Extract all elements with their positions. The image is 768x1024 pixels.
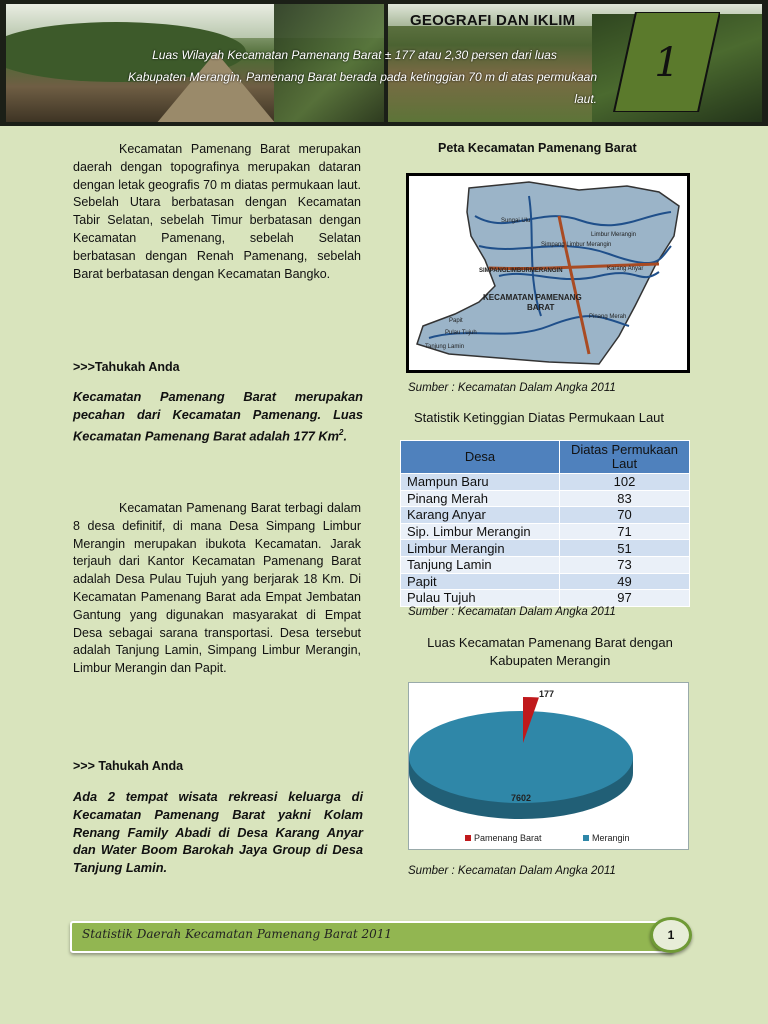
- pie-chart: [408, 682, 689, 850]
- table-row: [401, 590, 690, 607]
- table-cell-desa: Papit: [401, 573, 560, 590]
- section-title: GEOGRAFI DAN IKLIM: [410, 12, 576, 29]
- fact-1-end: .: [343, 427, 348, 443]
- table-cell-value: 51: [560, 540, 690, 557]
- did-you-know-fact-1: [73, 388, 363, 445]
- table-row: [401, 523, 690, 540]
- fact-1-text: Kecamatan Pamenang Barat merupakan pecahan dari Kecamatan Pamenang. Luas Kecamatan Pamenang Barat adalah 177 Km: [73, 389, 363, 443]
- chapter-number: 1: [654, 40, 680, 86]
- table-cell-value: 83: [560, 490, 690, 507]
- map-label-1: Simpang Limbur Merangin: [541, 242, 612, 248]
- table-cell-desa: Pulau Tujuh: [401, 590, 560, 607]
- table-row: [401, 556, 690, 573]
- legend-label-0: Pamenang Barat: [474, 833, 542, 843]
- table-cell-value: 97: [560, 590, 690, 607]
- geography-paragraph: Kecamatan Pamenang Barat merupakan daerah dengan topografinya merupakan dataran dengan letak geografis 70 m diatas permukaan laut. Sebelah Utara berbatasan dengan Kecamatan Tabir Selatan, sebelah Timur berbatasan dengan Kecamatan Pamenang, sebelah Selatan berbatasan dengan Renah Pamenang, sebelah Barat berbatasan dengan Kecamatan Bangko.: [73, 142, 361, 281]
- legend-swatch-0: [465, 835, 471, 841]
- intro-line-1: Luas Wilayah Kecamatan Pamenang Barat ± 177 atau 2,30 persen dari luas: [152, 48, 557, 62]
- map-label-6: BARAT: [527, 303, 555, 312]
- table-cell-value: 70: [560, 507, 690, 524]
- chart-source: Sumber : Kecamatan Dalam Angka 2011: [408, 865, 616, 877]
- table-cell-desa: Limbur Merangin: [401, 540, 560, 557]
- did-you-know-fact-2: Ada 2 tempat wisata rekreasi keluarga di Kecamatan Pamenang Barat yakni Kolam Renang Family Abadi di Desa Karang Anyar dan Water Boom Barokah Jaya Group di Desa Tanjung Lamin.: [73, 789, 363, 876]
- map-label-8: Tanjung Lamin: [425, 344, 465, 350]
- data-label-pamenang-barat: 177: [539, 689, 555, 699]
- table-cell-value: 71: [560, 523, 690, 540]
- fact-1-superscript: 2: [339, 427, 344, 437]
- map-label-2: Limbur Merangin: [591, 232, 637, 238]
- table-cell-desa: Sip. Limbur Merangin: [401, 523, 560, 540]
- data-label-merangin: 7602: [511, 793, 532, 803]
- map-label-7: Pinang Merah: [589, 314, 627, 320]
- page-number: 1: [650, 917, 692, 953]
- table-cell-value: 73: [560, 556, 690, 573]
- table-cell-desa: Tanjung Lamin: [401, 556, 560, 573]
- table-row: [401, 507, 690, 524]
- villages-paragraph: Kecamatan Pamenang Barat terbagi dalam 8 desa definitif, di mana Desa Simpang Limbur Merangin merupakan ibukota Kecamatan. Jarak terjauh dari Kantor Kecamatan Pamenang Barat adalah Desa Pulau Tujuh yang berjarak 18 Km. Di Kecamatan Pamenang Barat ada Empat Jembatan Gantung yang digunakan masyarakat di Empat Desa sebagai sarana transportasi. Desa tersebut adalah Tanjung Lamin, Simpang Limbur Merangin, Limbur Merangin dan Papit.: [73, 501, 361, 676]
- footer-text: Statistik Daerah Kecamatan Pamenang Barat 2011: [82, 927, 393, 941]
- did-you-know-heading-1: >>>Tahukah Anda: [73, 360, 180, 374]
- header-banner: [0, 0, 768, 126]
- did-you-know-heading-2: >>> Tahukah Anda: [73, 759, 184, 773]
- table-cell-value: 49: [560, 573, 690, 590]
- map-label-5: KECAMATAN PAMENANG: [483, 293, 582, 302]
- map-source: Sumber : Kecamatan Dalam Angka 2011: [408, 382, 616, 394]
- table-cell-desa: Mampun Baru: [401, 474, 560, 491]
- table-cell-value: 102: [560, 474, 690, 491]
- table-row: [401, 540, 690, 557]
- district-map: [406, 173, 690, 373]
- map-label-4: Karang Anyar: [607, 266, 644, 272]
- table-title: Statistik Ketinggian Diatas Permukaan Laut: [414, 410, 665, 425]
- table-row: [401, 573, 690, 590]
- map-label-3: SIMPANGLIMBURMERANGIN: [479, 268, 563, 274]
- table-row: [401, 474, 690, 491]
- footer: [70, 917, 694, 953]
- map-title: Peta Kecamatan Pamenang Barat: [438, 141, 637, 155]
- map-label-0: Sungai Ulu: [501, 218, 531, 224]
- pie-slice-merangin: [409, 711, 633, 803]
- chart-title: Luas Kecamatan Pamenang Barat dengan Kabupaten Merangin: [427, 635, 673, 668]
- table-cell-desa: Pinang Merah: [401, 490, 560, 507]
- intro-line-2: Kabupaten Merangin, Pamenang Barat berada pada ketinggian 70 m di atas permukaan laut.: [128, 70, 597, 106]
- table-header-elevation: Diatas Permukaan Laut: [560, 441, 690, 474]
- table-header-desa: Desa: [401, 441, 560, 474]
- intro-text: [112, 44, 597, 110]
- elevation-table: [400, 440, 690, 607]
- map-label-9: Pulau Tujuh: [445, 330, 477, 336]
- legend-label-1: Merangin: [592, 833, 630, 843]
- table-source: Sumber : Kecamatan Dalam Angka 2011: [408, 606, 616, 618]
- map-label-10: Papit: [449, 318, 463, 324]
- legend-swatch-1: [583, 835, 589, 841]
- chapter-badge: [612, 12, 720, 112]
- table-cell-desa: Karang Anyar: [401, 507, 560, 524]
- table-row: [401, 490, 690, 507]
